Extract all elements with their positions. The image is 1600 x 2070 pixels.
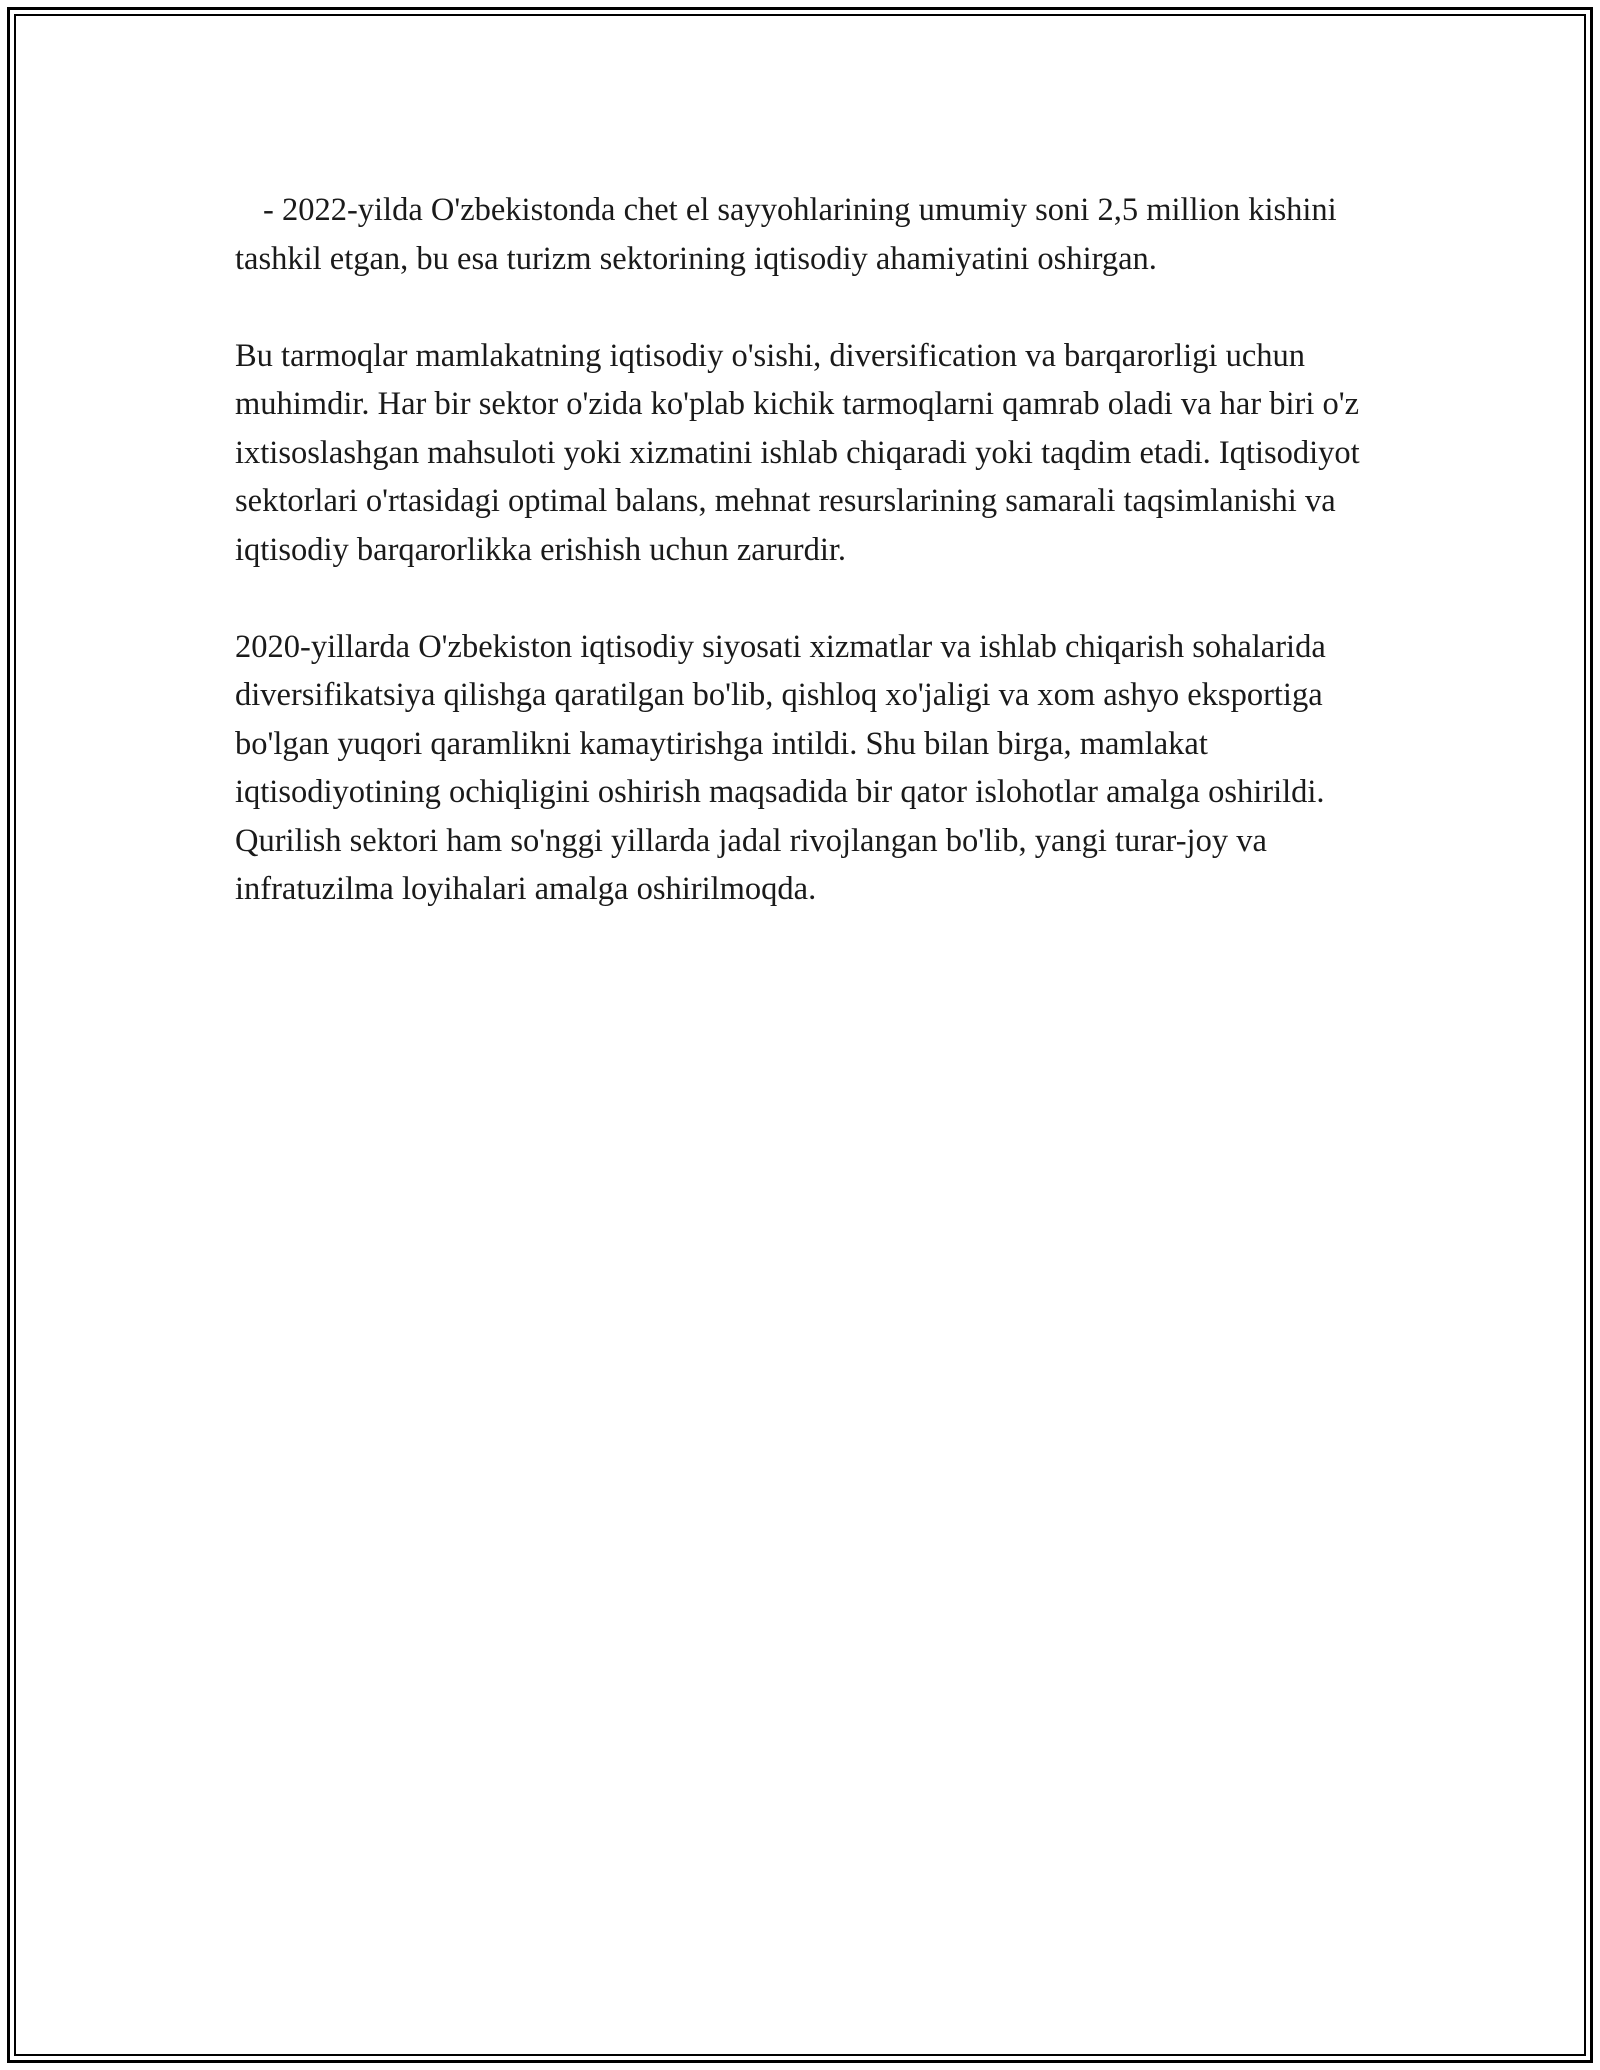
paragraph-tourism-statistic bbox=[235, 186, 1375, 283]
paragraph-economic-policy: 2020-yillarda O'zbekiston iqtisodiy siyosati xizmatlar va ishlab chiqarish sohalarida diversifikatsiya qilishga qaratilgan bo'lib, qishloq xo'jaligi va xom ashyo eksportiga bo'lgan yuqori qaramlikni kamaytirishga intildi. Shu bilan birga, mamlakat iqtisodiyotining ochiqligini oshirish maqsadida bir qator islohotlar amalga oshirildi. Qurilish sektori ham so'nggi yillarda jadal rivojlangan bo'lib, yangi turar-joy va infratuzilma loyihalari amalga oshirilmoqda. bbox=[235, 628, 1326, 907]
paragraph-text: - 2022-yilda O'zbekistonda chet el sayyohlarining umumiy soni 2,5 million kishini tashkil etgan, bu esa turizm sektorining iqtisodiy ahamiyatini oshirgan. bbox=[235, 192, 1337, 277]
document-body bbox=[235, 186, 1375, 962]
paragraph-sectors-importance: Bu tarmoqlar mamlakatning iqtisodiy o'sishi, diversification va barqarorligi uchun muhimdir. Har bir sektor o'zida ko'plab kichik tarmoqlarni qamrab oladi va har biri o'z ixtisoslashgan mahsuloti yoki xizmatini ishlab chiqaradi yoki taqdim etadi. Iqtisodiyot sektorlari o'rtasidagi optimal balans, mehnat resurslarining samarali taqsimlanishi va iqtisodiy barqarorlikka erishish uchun zarurdir. bbox=[235, 337, 1360, 568]
